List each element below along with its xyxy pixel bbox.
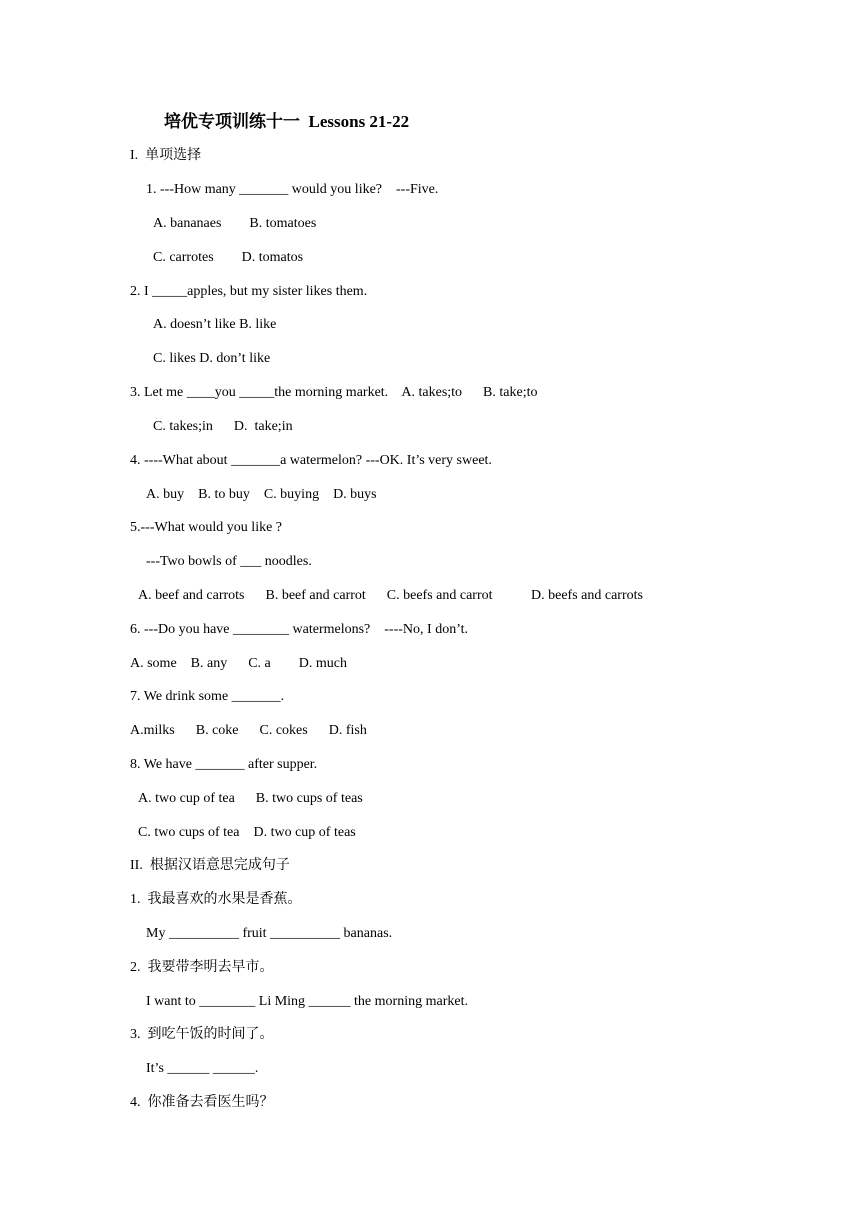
- q6-options: A. some B. any C. a D. much: [130, 656, 347, 671]
- q5-stem: 5.---What would you like ?: [130, 520, 283, 535]
- translation-1-chinese: 1. 我最喜欢的水果是香蕉。: [130, 892, 302, 907]
- translation-2-chinese: 2. 我要带李明去早市。: [130, 960, 274, 975]
- q1-stem: 1. ---How many _______ would you like? ---Five.: [146, 182, 439, 197]
- q8-options-cd: C. two cups of tea D. two cup of teas: [138, 825, 356, 840]
- q7-options: A.milks B. coke C. cokes D. fish: [130, 723, 367, 738]
- translation-4-chinese: 4. 你准备去看医生吗？: [130, 1095, 274, 1110]
- page-title: 培优专项训练十一 Lessons 21-22: [164, 112, 410, 131]
- q8-options-ab: A. two cup of tea B. two cups of teas: [138, 791, 363, 806]
- translation-3-english: It’s ______ ______.: [146, 1061, 259, 1076]
- translation-3-chinese: 3. 到吃午饭的时间了。: [130, 1027, 274, 1042]
- q2-options-ab: A. doesn’t like B. like: [153, 317, 277, 332]
- q4-stem: 4. ----What about _______a watermelon? ---OK. It’s very sweet.: [130, 453, 492, 468]
- q7-stem: 7. We drink some _______.: [130, 689, 285, 704]
- q4-options: A. buy B. to buy C. buying D. buys: [146, 487, 377, 502]
- q2-stem: 2. I _____apples, but my sister likes them.: [130, 284, 368, 299]
- q3-options-cd: C. takes;in D. take;in: [153, 419, 293, 434]
- section-2-heading: II. 根据汉语意思完成句子: [130, 858, 290, 873]
- q2-options-cd: C. likes D. don’t like: [153, 351, 271, 366]
- translation-2-english: I want to ________ Li Ming ______ the morning market.: [146, 994, 468, 1009]
- section-1-heading: I. 单项选择: [130, 148, 202, 163]
- q5-stem-reply: ---Two bowls of ___ noodles.: [146, 554, 312, 569]
- q5-options: A. beef and carrots B. beef and carrot C. beefs and carrot D. beefs and carrots: [138, 588, 643, 603]
- q3-stem: 3. Let me ____you _____the morning market. A. takes;to B. take;to: [130, 385, 538, 400]
- q6-stem: 6. ---Do you have ________ watermelons? ----No, I don’t.: [130, 622, 468, 637]
- translation-1-english: My __________ fruit __________ bananas.: [146, 926, 393, 941]
- q8-stem: 8. We have _______ after supper.: [130, 757, 318, 772]
- q1-options-cd: C. carrotes D. tomatos: [153, 250, 304, 265]
- q1-options-ab: A. bananaes B. tomatoes: [153, 216, 317, 231]
